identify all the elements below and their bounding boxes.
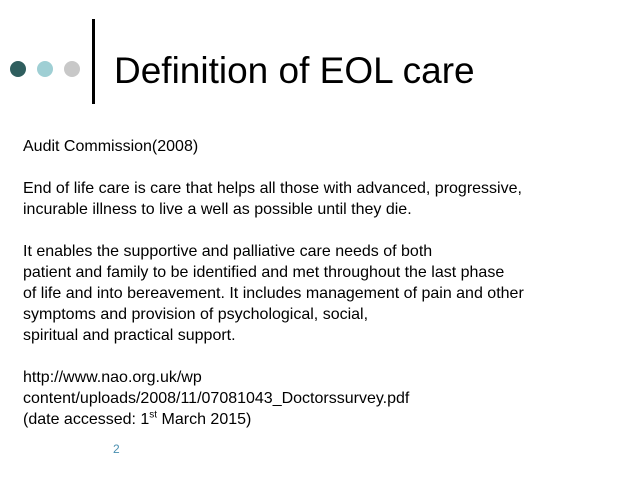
page-number: 2 [113,442,120,456]
support-line: of life and into bereavement. It includes management of pain and other [23,285,524,302]
date-ordinal-suffix: st [149,409,158,421]
support-line: spiritual and practical support. [23,327,236,344]
reference-url-line: http://www.nao.org.uk/wp [23,369,202,386]
support-paragraph [23,241,623,346]
definition-paragraph [23,178,623,220]
definition-line: End of life care is care that helps all those with advanced, progressive, [23,180,522,197]
date-accessed-prefix: (date accessed: 1 [23,411,150,428]
date-accessed [23,409,623,430]
paragraph-gap [23,220,623,241]
date-accessed-suffix: March 2015) [157,411,252,428]
slide-content [23,136,623,430]
paragraph-gap [23,157,623,178]
teal-dot-icon [37,61,53,77]
support-line: symptoms and provision of psychological, social, [23,306,369,323]
support-line: It enables the supportive and palliative care needs of both [23,243,433,260]
grey-dot-icon [64,61,80,77]
slide-title: Definition of EOL care [114,50,475,91]
title-divider [92,19,95,104]
reference-url-line: content/uploads/2008/11/07081043_Doctorssurvey.pdf [23,390,410,407]
support-line: patient and family to be identified and met throughout the last phase [23,264,505,281]
dark-dot-icon [10,61,26,77]
source-citation: Audit Commission(2008) [23,138,199,155]
reference-block [23,367,623,430]
paragraph-gap [23,346,623,367]
definition-line: incurable illness to live a well as possible until they die. [23,201,412,218]
